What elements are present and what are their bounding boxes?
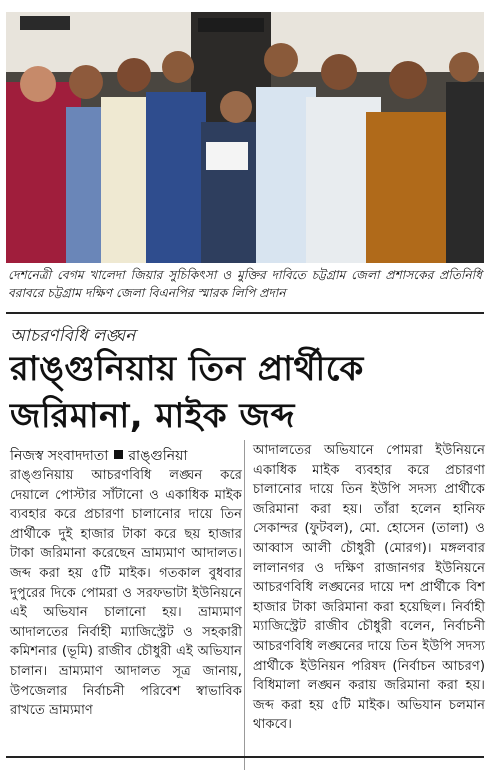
headline-line-2: জরিমানা, মাইক জব্দ [10, 396, 295, 436]
news-photo-icon [6, 12, 484, 263]
article-headline [10, 346, 482, 440]
photo-caption: দেশনেত্রী বেগম খালেদা জিয়ার সুচিকিৎসা ও মুক্তির দাবিতে চট্টগ্রাম জেলা প্রশাসকের প্রতিনিধি বরাবরে চট্টগ্রাম দক্ষিণ জেলা বিএনপির স্মারক লিপি প্রদান [8, 268, 482, 300]
byline-reporter: নিজস্ব সংবাদদাতা [10, 448, 109, 464]
article-body-right: আদালতের অভিযানে পোমরা ইউনিয়নে একাধিক মাইক ব্যবহার করে প্রচারণা চালানোর দায়ে তিন ইউপি সদস্য প্রার্থীকে জরিমানা করা হয়। তাঁরা হলেন হানিফ সেকান্দর (ফুটবল), মো. হোসেন (তালা) ও আব্বাস আলী চৌধুরী (মোরগ)। মঙ্গলবার লালানগর ও দক্ষিণ রাজানগর ইউনিয়নে আচরণবিধি লঙ্ঘনের দায়ে দশ প্রার্থীকে বিশ হাজার টাকা জরিমানা করা হয়েছিল। নির্বাহী ম্যাজিস্ট্রেট রাজীব চৌধুরী বলেন, নির্বাচনী আচরণবিধি লঙ্ঘনের দায়ে তিন ইউপি সদস্য প্রার্থীকে ইউনিয়ন পরিষদ (নির্বাচন আচরণ) বিধিমালা লঙ্ঘন করায় জরিমানা করা হয়। জব্দ করা হয় ৫টি মাইক। অভিযান চলমান থাকবে। [253, 443, 485, 733]
square-bullet-icon [114, 450, 123, 459]
article-kicker: আচরণবিধি লঙ্ঘন [10, 326, 136, 346]
article-column-right [253, 441, 485, 735]
byline-place: রাঙ্গুনিয়া [128, 448, 188, 464]
news-photo [6, 12, 484, 263]
section-divider [6, 312, 484, 314]
article-byline [10, 444, 187, 468]
article-body-left: রাঙ্গুনিয়ায় আচরণবিধি লঙ্ঘন করে দেয়ালে পোস্টার সাঁটানো ও একাধিক মাইক ব্যবহার করে প্রচারণা চালানোর দায়ে তিন প্রার্থীকে দুই হাজার টাকা করে ছয় হাজার টাকা জরিমানা করেছেন ভ্রাম্যমাণ আদালত। জব্দ করা হয় ৫টি মাইক। গতকাল বুধবার দুপুরের দিকে পোমরা ও সরফভাটা ইউনিয়নে এই অভিযান চালানো হয়। ভ্রাম্যমাণ আদালতের নির্বাহী ম্যাজিস্ট্রেট ও সহকারী কমিশনার (ভূমি) রাজীব চৌধুরী এই অভিযান চালান। ভ্রাম্যমাণ আদালত সূত্র জানায়, উপজেলার নির্বাচনী পরিবেশ স্বাভাবিক রাখতে ভ্রাম্যমাণ [10, 468, 242, 719]
article-column-left [10, 466, 242, 721]
bottom-rule [6, 756, 484, 758]
column-divider [244, 440, 245, 770]
headline-line-1: রাঙ্গুনিয়ায় তিন প্রার্থীকে [10, 349, 364, 389]
